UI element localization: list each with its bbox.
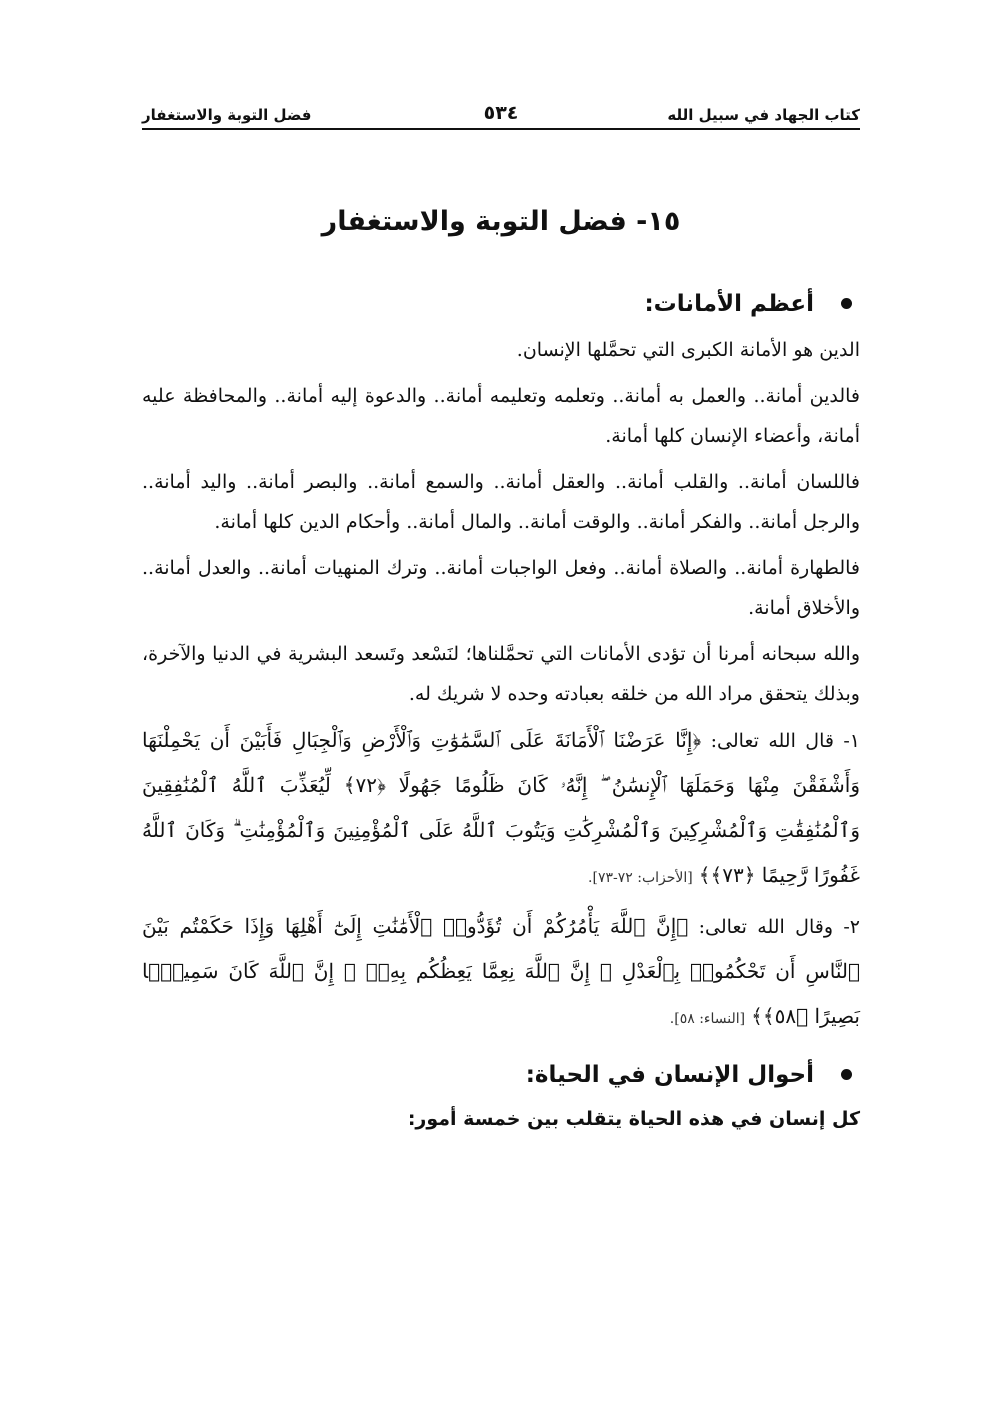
header-divider	[142, 128, 860, 130]
section-heading-human-states	[142, 1055, 860, 1095]
section-heading-text: أعظم الأمانات:	[644, 291, 814, 317]
quran-verse-text: ﴿إِنَّ ٱللَّهَ يَأْمُرُكُمْ أَن تُؤَدُّوا۟ ٱلْأَمَٰنَٰتِ إِلَىٰٓ أَهْلِهَا وَإِذَا حَكَمْتُم بَيْنَ ٱلنَّاسِ أَن تَحْكُمُوا۟ بِٱلْعَدْلِ ۚ إِنَّ ٱللَّهَ نِعِمَّا يَعِظُكُم بِهِۦٓ ۗ إِنَّ ٱللَّهَ كَانَ سَمِيعًۢا بَصِيرًا ﴿٥٨﴾﴾	[142, 914, 860, 1028]
running-header	[142, 98, 860, 134]
paragraph: فاللسان أمانة.. والقلب أمانة.. والعقل أمانة.. والسمع أمانة.. والبصر أمانة.. واليد أمانة.. والرجل أمانة.. والفكر أمانة.. والوقت أمانة.. والمال أمانة.. وأحكام الدين كلها أمانة.	[142, 471, 860, 533]
quran-verse-text: ﴿إِنَّا عَرَضْنَا ٱلْأَمَانَةَ عَلَى ٱلسَّمَٰوَٰتِ وَٱلْأَرْضِ وَٱلْجِبَالِ فَأَبَيْنَ أَن يَحْمِلْنَهَا وَأَشْفَقْنَ مِنْهَا وَحَمَلَهَا ٱلْإِنسَٰنُ ۖ إِنَّهُۥ كَانَ ظَلُومًا جَهُولًا ﴿٧٢﴾ لِّيُعَذِّبَ ٱللَّهُ ٱلْمُنَٰفِقِينَ وَٱلْمُنَٰفِقَٰتِ وَٱلْمُشْرِكِينَ وَٱلْمُشْرِكَٰتِ وَيَتُوبَ ٱللَّهُ عَلَى ٱلْمُؤْمِنِينَ وَٱلْمُؤْمِنَٰتِ ۗ وَكَانَ ٱللَّهُ غَفُورًا رَّحِيمًا ﴿٧٣﴾﴾	[142, 728, 860, 887]
book-page	[142, 98, 860, 1318]
book-title: كتاب الجهاد في سبيل الله	[667, 106, 860, 124]
verse-intro: وقال الله تعالى:	[698, 916, 834, 938]
bullet-icon	[841, 298, 852, 309]
verse-item-1	[142, 718, 860, 900]
verse-reference: [الأحزاب: ٧٢-٧٣].	[588, 870, 693, 886]
verse-reference: [النساء: ٥٨].	[669, 1011, 746, 1027]
paragraph: الدين هو الأمانة الكبرى التي تحمَّلها الإنسان.	[516, 339, 860, 361]
chapter-title: ١٥- فضل التوبة والاستغفار	[321, 206, 681, 237]
page-number: ٥٣٤	[483, 102, 519, 124]
section-title: فضل التوبة والاستغفار	[142, 106, 312, 124]
verse-item-number: ٢-	[843, 916, 861, 938]
section-heading-text: أحوال الإنسان في الحياة:	[525, 1062, 814, 1088]
verse-intro: قال الله تعالى:	[710, 730, 834, 752]
paragraph: فالطهارة أمانة.. والصلاة أمانة.. وفعل الواجبات أمانة.. وترك المنهيات أمانة.. والعدل أمانة.. والأخلاق أمانة.	[142, 557, 860, 619]
section-intro-text: كل إنسان في هذه الحياة يتقلب بين خمسة أمور:	[407, 1108, 860, 1130]
verse-item-2	[142, 904, 860, 1041]
section-heading-greatest-trusts	[142, 284, 860, 324]
paragraph: والله سبحانه أمرنا أن تؤدى الأمانات التي تحمَّلناها؛ لنَسْعد وتَسعد البشرية في الدنيا والآخرة، وبذلك يتحقق مراد الله من خلقه بعبادته وحده لا شريك له.	[142, 643, 860, 705]
verse-item-number: ١-	[843, 730, 860, 752]
paragraph: فالدين أمانة.. والعمل به أمانة.. وتعلمه وتعليمه أمانة.. والدعوة إليه أمانة.. والمحافظة عليه أمانة، وأعضاء الإنسان كلها أمانة.	[142, 385, 860, 447]
bullet-icon	[841, 1069, 852, 1080]
